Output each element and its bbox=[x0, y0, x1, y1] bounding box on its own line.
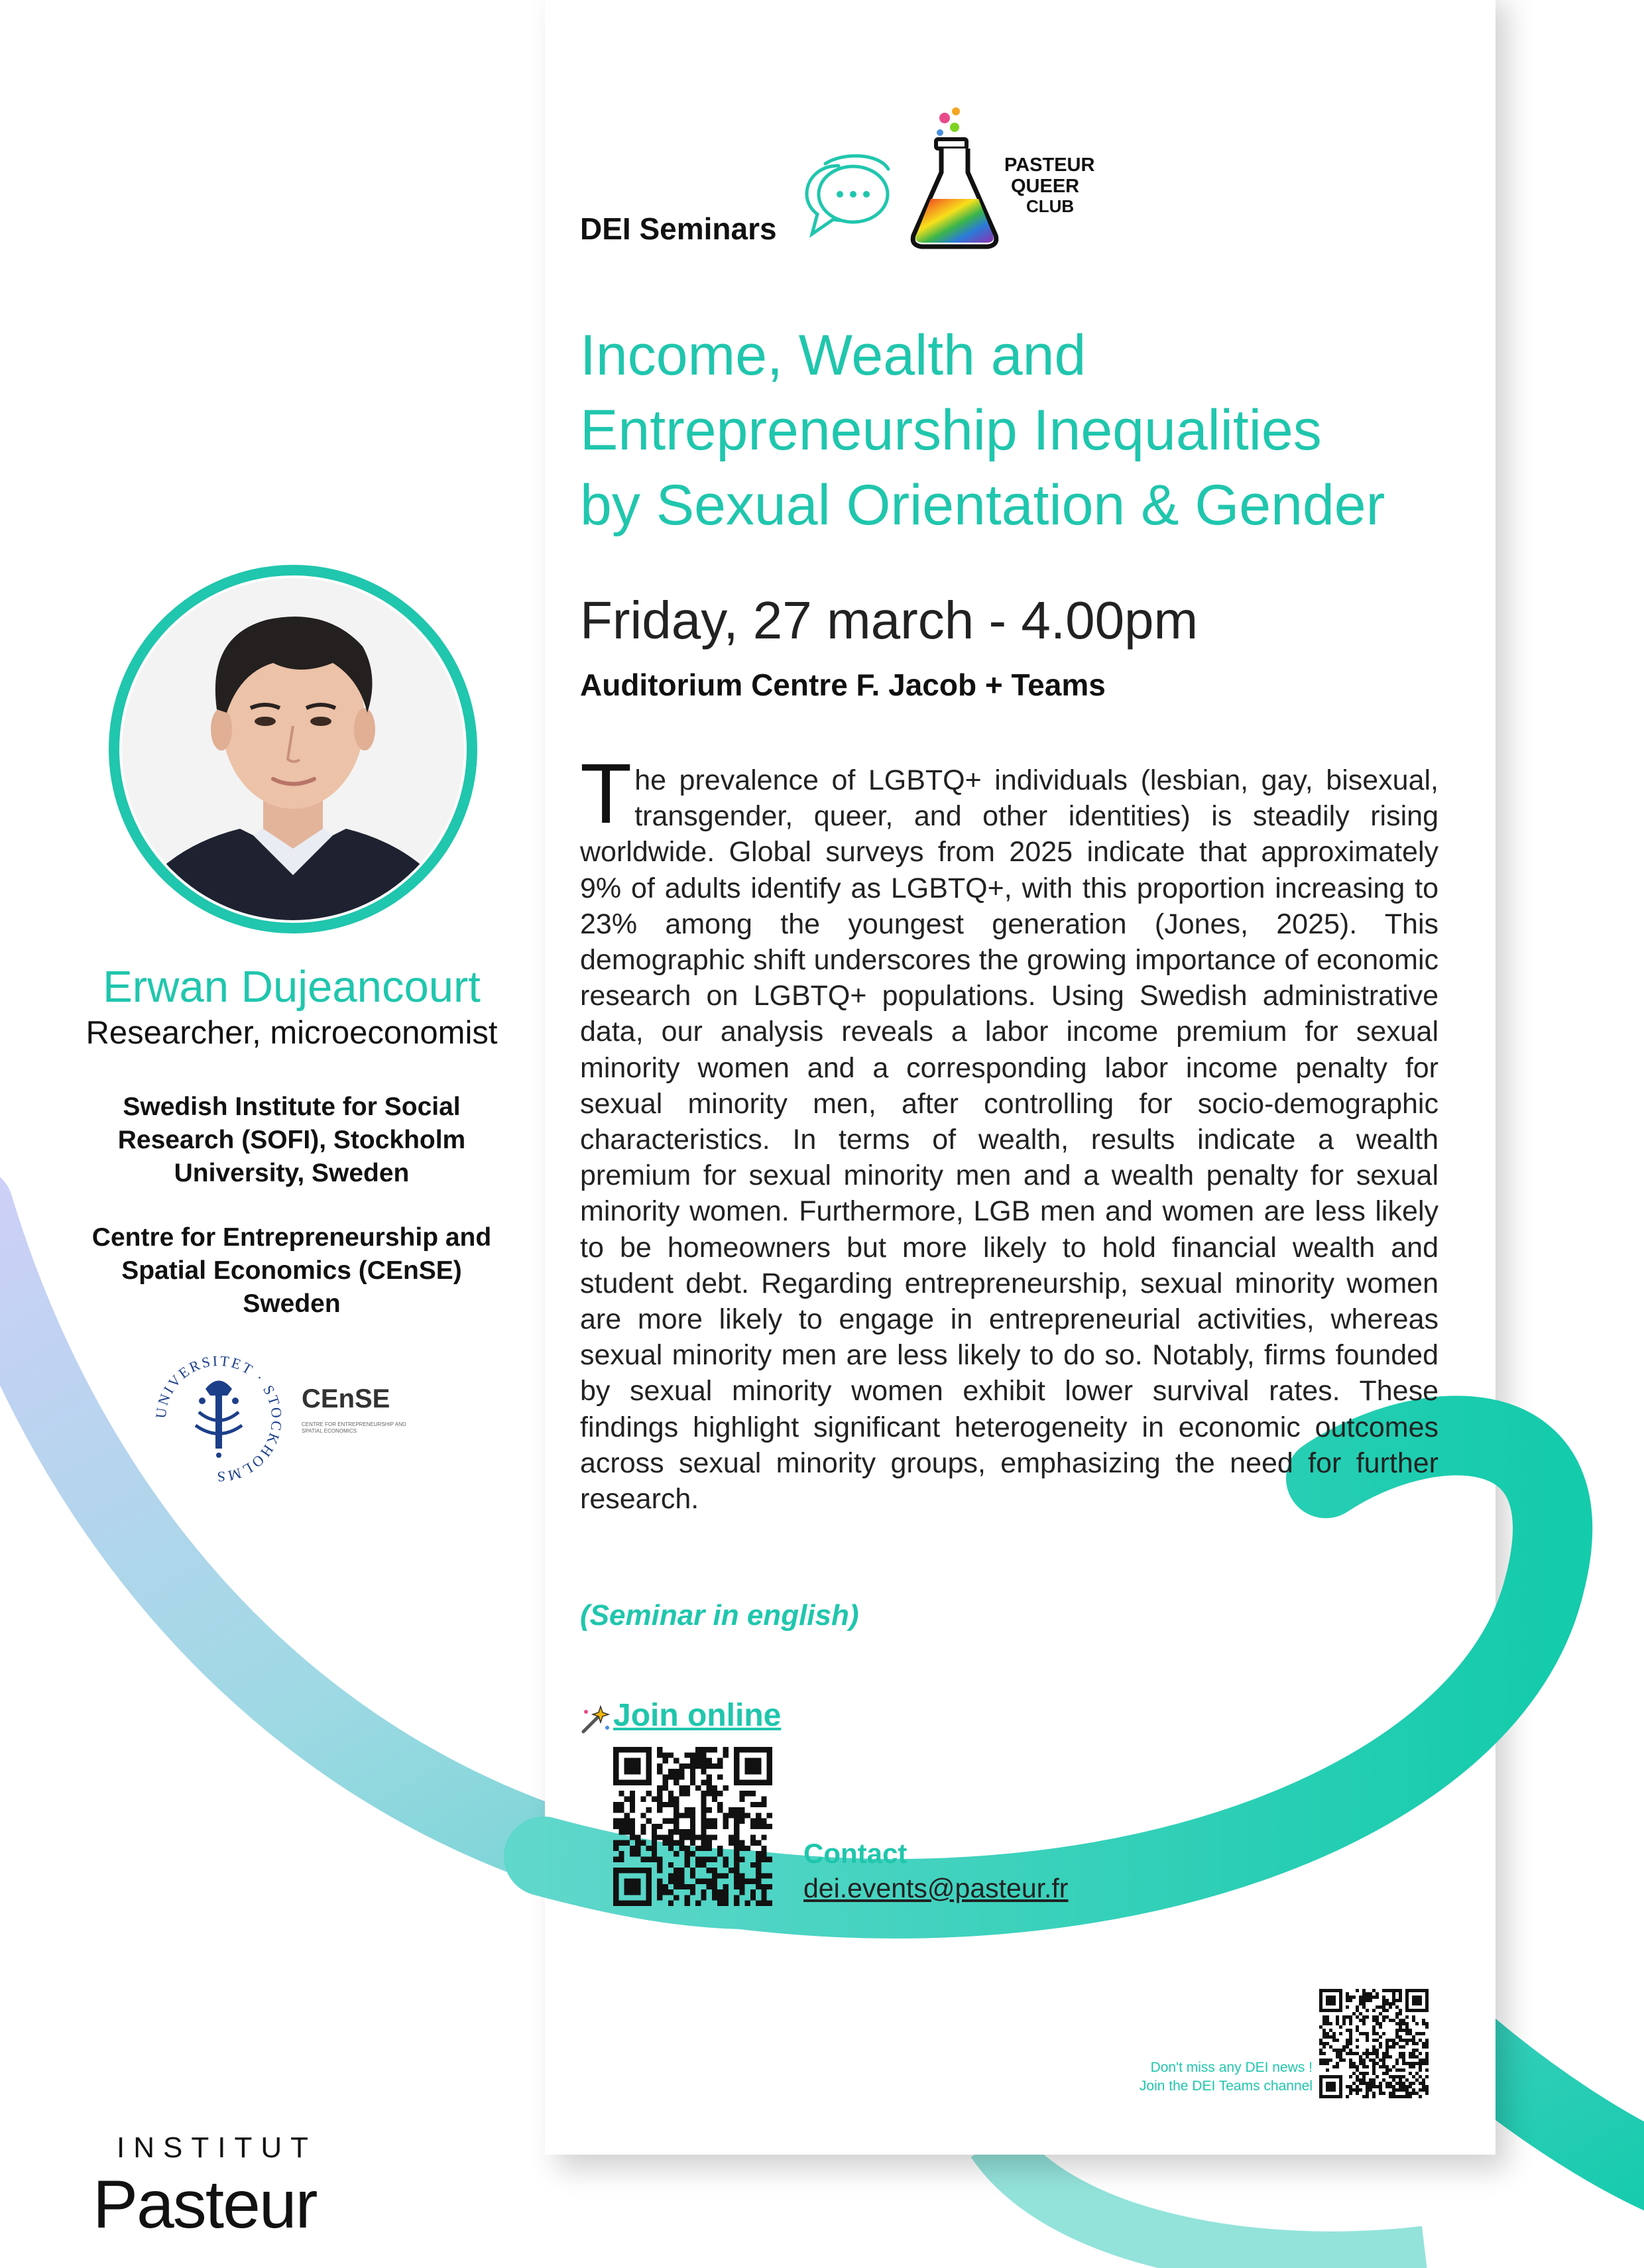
svg-text:CLUB: CLUB bbox=[1026, 196, 1075, 216]
teams-promo-line: Don't miss any DEI news ! bbox=[1150, 2060, 1313, 2075]
stockholm-university-logo bbox=[149, 1349, 288, 1488]
title-line: by Sexual Orientation & Gender bbox=[580, 473, 1385, 537]
institut-pasteur-logo bbox=[93, 2131, 371, 2244]
teams-promo bbox=[1034, 2059, 1313, 2096]
affiliation-sofi bbox=[73, 1091, 510, 1190]
pasteur-queer-club-logo bbox=[908, 106, 1095, 255]
affiliation-line: Centre for Entrepreneurship and bbox=[91, 1223, 492, 1252]
affiliation-line: Spatial Economics (CEnSE) bbox=[121, 1256, 462, 1285]
speaker-photo bbox=[107, 564, 479, 935]
affiliation-line: University, Sweden bbox=[174, 1159, 410, 1187]
event-date: Friday, 27 march - 4.00pm bbox=[580, 591, 1199, 650]
svg-text:PASTEUR: PASTEUR bbox=[1004, 154, 1095, 176]
pasteur-wordmark: Pasteur bbox=[93, 2167, 317, 2242]
teams-qr-code[interactable] bbox=[1319, 1989, 1429, 2098]
join-qr-code[interactable] bbox=[613, 1747, 772, 1906]
event-venue: Auditorium Centre F. Jacob + Teams bbox=[580, 668, 1106, 702]
cense-logo-name: CEnSE bbox=[302, 1384, 390, 1413]
affiliation-line: Research (SOFI), Stockholm bbox=[117, 1126, 466, 1154]
affiliation-line: Swedish Institute for Social bbox=[123, 1093, 461, 1121]
speaker-name: Erwan Dujeancourt bbox=[103, 962, 481, 1012]
title-line: Income, Wealth and bbox=[580, 324, 1086, 387]
speech-bubble-icon bbox=[799, 149, 898, 242]
institut-wordmark: INSTITUT bbox=[117, 2131, 317, 2164]
affiliation-cense bbox=[73, 1221, 510, 1321]
speaker-role: Researcher, microeconomist bbox=[86, 1015, 498, 1051]
language-note: (Seminar in english) bbox=[580, 1599, 859, 1632]
abstract-text bbox=[580, 746, 1439, 1517]
series-label: DEI Seminars bbox=[580, 211, 777, 246]
cense-logo bbox=[302, 1384, 421, 1451]
title-line: Entrepreneurship Inequalities bbox=[580, 398, 1322, 462]
contact-label: Contact bbox=[803, 1838, 908, 1869]
join-online-link[interactable]: Join online bbox=[613, 1698, 782, 1733]
su-logo-text: UNIVERSITET · STOCKHOLMS bbox=[152, 1352, 286, 1486]
sparkle-icon bbox=[578, 1702, 613, 1737]
affiliation-line: Sweden bbox=[243, 1289, 341, 1318]
contact-email-link[interactable]: dei.events@pasteur.fr bbox=[803, 1873, 1069, 1903]
teams-promo-line: Join the DEI Teams channel bbox=[1139, 2078, 1313, 2094]
abstract-body: he prevalence of LGBTQ+ individuals (lesbian, gay, bisexual, transgender, queer, and other identities) is steadily rising worldwide. Global surveys from 2025 indicate that approximately 9% of adults identify as LGBTQ+, with this proportion increasing to 23% among the youngest generation (Jones, 2025). This demographic shift underscores the growing importance of economic research on LGBTQ+ populations. Using Swedish administrative data, our analysis reveals a labor income premium for sexual minority women and a corresponding labor income penalty for sexual minority men, after controlling for socio-demographic characteristics. In terms of wealth, results indicate a wealth premium for sexual minority men and a wealth penalty for sexual minority women. Furthermore, LGB men and women are less likely to be homeowners but more likely to hold financial wealth and student debt. Regarding entrepreneurship, sexual minority women are more likely to engage in entrepreneurial activities, whereas sexual minority men are less likely to do so. Notably, firms founded by sexual minority women exhibit lower survival rates. These findings highlight significant heterogeneity in economic outcomes across sexual minority groups, emphasizing the need for further research. bbox=[580, 764, 1439, 1516]
svg-text:QUEER: QUEER bbox=[1011, 176, 1080, 197]
cense-logo-subtitle: CENTRE FOR ENTREPRENEURSHIP AND SPATIAL ECONOMICS bbox=[302, 1421, 406, 1434]
event-title bbox=[580, 318, 1468, 543]
abstract-dropcap: T bbox=[580, 746, 632, 841]
